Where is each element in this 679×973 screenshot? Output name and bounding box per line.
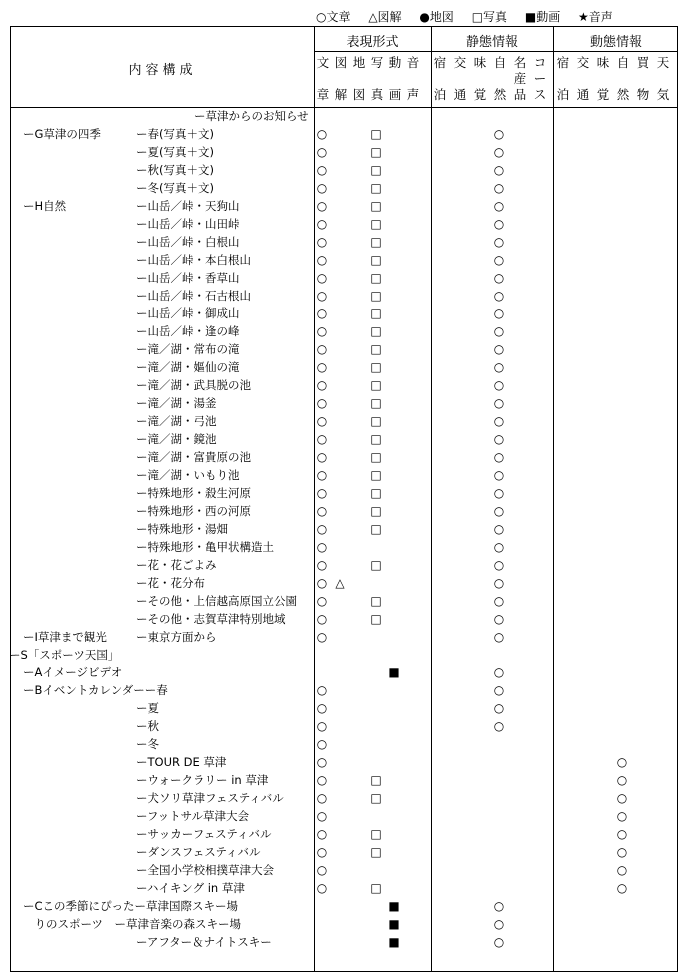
square-mark: □ <box>370 306 382 321</box>
square-mark: □ <box>370 216 382 231</box>
circle-mark: ○ <box>493 216 505 231</box>
filled-square-mark: ■ <box>388 665 400 680</box>
square-mark: □ <box>370 468 382 482</box>
row-label-b: ー東京方面から <box>136 629 217 644</box>
divider-header <box>11 107 677 108</box>
triangle-mark: △ <box>335 575 345 590</box>
circle-mark: ○ <box>493 396 505 411</box>
column-header-13-bottom: 通 <box>576 87 590 102</box>
row-label-b: ー特殊地形・亀甲状構造土 <box>136 539 274 554</box>
legend-photo: □写真 <box>471 10 508 24</box>
group-dynamic: 動態情報 <box>589 35 642 50</box>
square-mark: □ <box>370 396 382 411</box>
square-mark: □ <box>370 342 382 357</box>
legend-audio: ★音声 <box>578 10 613 24</box>
circle-mark: ○ <box>493 306 505 321</box>
column-header-15-bottom: 然 <box>616 87 630 102</box>
circle-mark: ○ <box>316 306 328 321</box>
square-mark: □ <box>370 288 382 303</box>
column-header-16-top: 買 <box>636 55 650 70</box>
circle-mark: ○ <box>316 198 328 213</box>
square-mark: □ <box>370 162 382 177</box>
circle-mark: ○ <box>316 503 328 518</box>
square-mark: □ <box>370 503 382 518</box>
square-mark: □ <box>370 360 382 375</box>
column-header-15-top: 自 <box>616 55 630 70</box>
circle-mark: ○ <box>316 683 328 698</box>
row-label-b: ーTOUR DE 草津 <box>136 755 227 770</box>
row-label-b: ー山岳／峠・本白根山 <box>136 252 251 267</box>
circle-mark: ○ <box>493 521 505 536</box>
circle-mark: ○ <box>493 683 505 698</box>
circle-mark: ○ <box>316 791 328 806</box>
row-label-b: ーフットサル草津大会 <box>136 809 250 824</box>
circle-mark: ○ <box>316 557 328 572</box>
divider-static <box>553 27 554 971</box>
circle-mark: ○ <box>316 880 328 895</box>
row-label-b: ー滝／湖・富貴原の池 <box>136 450 251 465</box>
circle-mark: ○ <box>316 270 328 285</box>
circle-mark: ○ <box>493 719 505 734</box>
row-label-b: ー山岳／峠・御成山 <box>136 306 240 321</box>
square-mark: □ <box>370 414 382 429</box>
square-mark: □ <box>370 180 382 195</box>
circle-mark: ○ <box>316 629 328 644</box>
circle-mark: ○ <box>493 629 505 644</box>
row-label-b: ー滝／湖・いもり池 <box>136 468 240 482</box>
circle-mark: ○ <box>493 701 505 716</box>
circle-mark: ○ <box>493 575 505 590</box>
legend-map: ●地図 <box>419 10 454 24</box>
column-header-10-bottom: 品 <box>513 87 527 102</box>
row-label-b: ー夏(写真＋文) <box>136 144 214 159</box>
square-mark: □ <box>370 378 382 393</box>
circle-mark: ○ <box>493 557 505 572</box>
column-header-13-top: 交 <box>576 55 590 70</box>
column-header-1-top: 図 <box>334 55 348 70</box>
column-header-10-top: 名 <box>513 55 527 70</box>
legend <box>316 8 627 25</box>
column-header-8-top: 味 <box>473 55 487 70</box>
row-label-b: ー夏 <box>136 701 159 716</box>
row-label-a: ーH自然 <box>23 198 67 213</box>
column-header-0-top: 文 <box>316 55 330 70</box>
column-header-6-bottom: 泊 <box>433 87 447 102</box>
row-label-a: ーBイベントカレンダーー春 <box>23 683 168 698</box>
divider-expression <box>431 27 432 971</box>
circle-mark: ○ <box>493 198 505 213</box>
circle-mark: ○ <box>316 180 328 195</box>
column-header-5-top: 音 <box>406 55 420 70</box>
circle-mark: ○ <box>316 611 328 626</box>
circle-mark: ○ <box>316 288 328 303</box>
circle-mark: ○ <box>316 450 328 465</box>
row-label-a: ーS「スポーツ天国」 <box>9 647 120 662</box>
square-mark: □ <box>370 126 382 141</box>
square-mark: □ <box>370 521 382 536</box>
row-label-b: ー特殊地形・湯畑 <box>136 521 228 536</box>
circle-mark: ○ <box>316 468 328 482</box>
row-label-b: ー特殊地形・西の河原 <box>136 503 251 518</box>
circle-mark: ○ <box>316 162 328 177</box>
column-header-16-bottom: 物 <box>636 87 650 102</box>
circle-mark: ○ <box>616 773 628 788</box>
filled-square-mark: ■ <box>388 916 400 931</box>
circle-mark: ○ <box>493 934 505 949</box>
column-header-2-top: 地 <box>352 55 366 70</box>
row-label-b: ーサッカーフェスティバル <box>136 827 272 841</box>
circle-mark: ○ <box>316 252 328 267</box>
circle-mark: ○ <box>493 414 505 429</box>
column-header-0-bottom: 章 <box>316 87 330 102</box>
row-label-a: りのスポーツ ー草津音楽の森スキー場 <box>23 916 242 931</box>
circle-mark: ○ <box>316 737 328 752</box>
square-mark: □ <box>370 557 382 572</box>
column-header-9-top: 自 <box>493 55 507 70</box>
group-static: 静態情報 <box>465 35 518 50</box>
circle-mark: ○ <box>493 234 505 249</box>
circle-mark: ○ <box>316 126 328 141</box>
circle-mark: ○ <box>616 880 628 895</box>
circle-mark: ○ <box>316 827 328 841</box>
row-label-b: ーその他・志賀草津特別地域 <box>136 611 286 626</box>
row-label-b: ー山岳／峠・逢の峰 <box>136 324 240 339</box>
column-header-11-top: コ <box>533 55 547 70</box>
row-label-a: ーG草津の四季 <box>23 126 101 141</box>
circle-mark: ○ <box>316 539 328 554</box>
circle-mark: ○ <box>493 324 505 339</box>
circle-mark: ○ <box>493 432 505 447</box>
legend-diagram: △図解 <box>368 10 402 24</box>
column-header-14-bottom: 覚 <box>596 87 610 102</box>
row-label-b: ー特殊地形・殺生河原 <box>136 485 251 500</box>
square-mark: □ <box>370 144 382 159</box>
square-mark: □ <box>370 827 382 841</box>
circle-mark: ○ <box>493 378 505 393</box>
square-mark: □ <box>370 234 382 249</box>
column-header-2-bottom: 図 <box>352 87 366 102</box>
row-label-b: ーアフター＆ナイトスキー <box>136 934 272 949</box>
square-mark: □ <box>370 198 382 213</box>
circle-mark: ○ <box>493 126 505 141</box>
circle-mark: ○ <box>316 324 328 339</box>
column-header-8-bottom: 覚 <box>473 87 487 102</box>
circle-mark: ○ <box>316 593 328 608</box>
circle-mark: ○ <box>316 216 328 231</box>
row-label-b: ー滝／湖・鏡池 <box>136 432 217 447</box>
row-label-b: ーウォークラリー in 草津 <box>136 773 269 788</box>
circle-mark: ○ <box>493 162 505 177</box>
filled-square-mark: ■ <box>388 934 400 949</box>
row-label-b: ー山岳／峠・香草山 <box>136 270 240 285</box>
square-mark: □ <box>370 880 382 895</box>
row-label-b: ー全国小学校相撲草津大会 <box>136 862 274 877</box>
circle-mark: ○ <box>616 755 628 770</box>
filled-square-mark: ■ <box>388 898 400 913</box>
circle-mark: ○ <box>316 575 328 590</box>
column-header-4-top: 動 <box>388 55 402 70</box>
circle-mark: ○ <box>493 144 505 159</box>
circle-mark: ○ <box>316 521 328 536</box>
circle-mark: ○ <box>493 270 505 285</box>
circle-mark: ○ <box>316 432 328 447</box>
square-mark: □ <box>370 270 382 285</box>
legend-text: ○文章 <box>316 10 351 24</box>
column-header-5-bottom: 声 <box>406 87 420 102</box>
circle-mark: ○ <box>316 414 328 429</box>
row-label-b: ー春(写真＋文) <box>136 126 214 141</box>
circle-mark: ○ <box>493 360 505 375</box>
legend-video: ■動画 <box>524 10 561 24</box>
row-label-b: ー滝／湖・嫗仙の滝 <box>136 360 240 375</box>
circle-mark: ○ <box>316 378 328 393</box>
row-label-c: ー草津からのお知らせ <box>194 109 309 123</box>
circle-mark: ○ <box>316 862 328 877</box>
row-label-b: ー滝／湖・弓池 <box>136 414 217 429</box>
circle-mark: ○ <box>493 468 505 482</box>
column-header-10-mid: 産 <box>513 71 527 86</box>
column-header-11-bottom: ス <box>533 87 547 102</box>
circle-mark: ○ <box>616 791 628 806</box>
circle-mark: ○ <box>616 809 628 824</box>
circle-mark: ○ <box>616 827 628 841</box>
row-label-b: ー滝／湖・湯釜 <box>136 396 217 411</box>
row-label-b: ーダンスフェスティバル <box>136 844 261 859</box>
circle-mark: ○ <box>493 288 505 303</box>
column-header-12-top: 宿 <box>556 55 570 70</box>
header-title: 内容構成 <box>128 63 197 78</box>
column-header-4-bottom: 画 <box>388 87 402 102</box>
circle-mark: ○ <box>616 844 628 859</box>
row-label-b: ー秋 <box>136 719 159 734</box>
column-header-7-bottom: 通 <box>453 87 467 102</box>
column-header-1-bottom: 解 <box>334 87 348 102</box>
row-label-b: ー冬 <box>136 737 159 752</box>
row-label-b: ーハイキング in 草津 <box>136 880 245 895</box>
row-label-a: ーAイメージビデオ <box>23 665 123 680</box>
circle-mark: ○ <box>316 234 328 249</box>
square-mark: □ <box>370 252 382 267</box>
circle-mark: ○ <box>316 342 328 357</box>
circle-mark: ○ <box>316 485 328 500</box>
divider-group-header <box>314 51 677 52</box>
circle-mark: ○ <box>493 180 505 195</box>
row-label-a: ーI草津まで観光 <box>23 629 107 644</box>
square-mark: □ <box>370 773 382 788</box>
circle-mark: ○ <box>493 593 505 608</box>
circle-mark: ○ <box>316 755 328 770</box>
column-header-17-top: 天 <box>656 55 670 70</box>
column-header-6-top: 宿 <box>433 55 447 70</box>
square-mark: □ <box>370 450 382 465</box>
circle-mark: ○ <box>316 396 328 411</box>
row-label-b: ー滝／湖・常布の滝 <box>136 342 240 357</box>
circle-mark: ○ <box>493 450 505 465</box>
circle-mark: ○ <box>493 898 505 913</box>
circle-mark: ○ <box>493 503 505 518</box>
row-label-b: ー山岳／峠・天狗山 <box>136 198 240 213</box>
circle-mark: ○ <box>493 916 505 931</box>
column-header-3-top: 写 <box>370 55 384 70</box>
row-label-b: ー山岳／峠・石古根山 <box>136 288 251 303</box>
column-header-9-bottom: 然 <box>493 87 507 102</box>
circle-mark: ○ <box>493 485 505 500</box>
column-header-7-top: 交 <box>453 55 467 70</box>
row-label-b: ーその他・上信越高原国立公園 <box>136 593 297 608</box>
column-header-14-top: 味 <box>596 55 610 70</box>
square-mark: □ <box>370 324 382 339</box>
column-header-11-mid: ー <box>533 71 547 86</box>
row-label-b: ー花・花分布 <box>136 575 205 590</box>
circle-mark: ○ <box>493 342 505 357</box>
circle-mark: ○ <box>316 773 328 788</box>
row-label-b: ー冬(写真＋文) <box>136 180 214 195</box>
circle-mark: ○ <box>493 611 505 626</box>
square-mark: □ <box>370 791 382 806</box>
circle-mark: ○ <box>616 862 628 877</box>
square-mark: □ <box>370 432 382 447</box>
column-header-12-bottom: 泊 <box>556 87 570 102</box>
row-label-b: ー山岳／峠・山田峠 <box>136 216 240 231</box>
circle-mark: ○ <box>493 539 505 554</box>
circle-mark: ○ <box>493 252 505 267</box>
content-table <box>10 26 678 972</box>
circle-mark: ○ <box>316 844 328 859</box>
circle-mark: ○ <box>316 809 328 824</box>
square-mark: □ <box>370 485 382 500</box>
circle-mark: ○ <box>316 701 328 716</box>
row-label-a: ーCこの季節にぴったー草津国際スキー場 <box>23 898 239 913</box>
column-header-17-bottom: 気 <box>656 87 670 102</box>
circle-mark: ○ <box>316 360 328 375</box>
circle-mark: ○ <box>316 719 328 734</box>
group-expression: 表現形式 <box>346 35 399 50</box>
square-mark: □ <box>370 844 382 859</box>
row-label-b: ー犬ソリ草津フェスティバル <box>136 791 284 806</box>
row-label-b: ー秋(写真＋文) <box>136 162 214 177</box>
row-label-b: ー山岳／峠・白根山 <box>136 234 240 249</box>
row-label-b: ー花・花ごよみ <box>136 557 217 572</box>
square-mark: □ <box>370 611 382 626</box>
circle-mark: ○ <box>493 665 505 680</box>
square-mark: □ <box>370 593 382 608</box>
column-header-3-bottom: 真 <box>370 87 384 102</box>
circle-mark: ○ <box>316 144 328 159</box>
row-label-b: ー滝／湖・武具脱の池 <box>136 378 251 393</box>
